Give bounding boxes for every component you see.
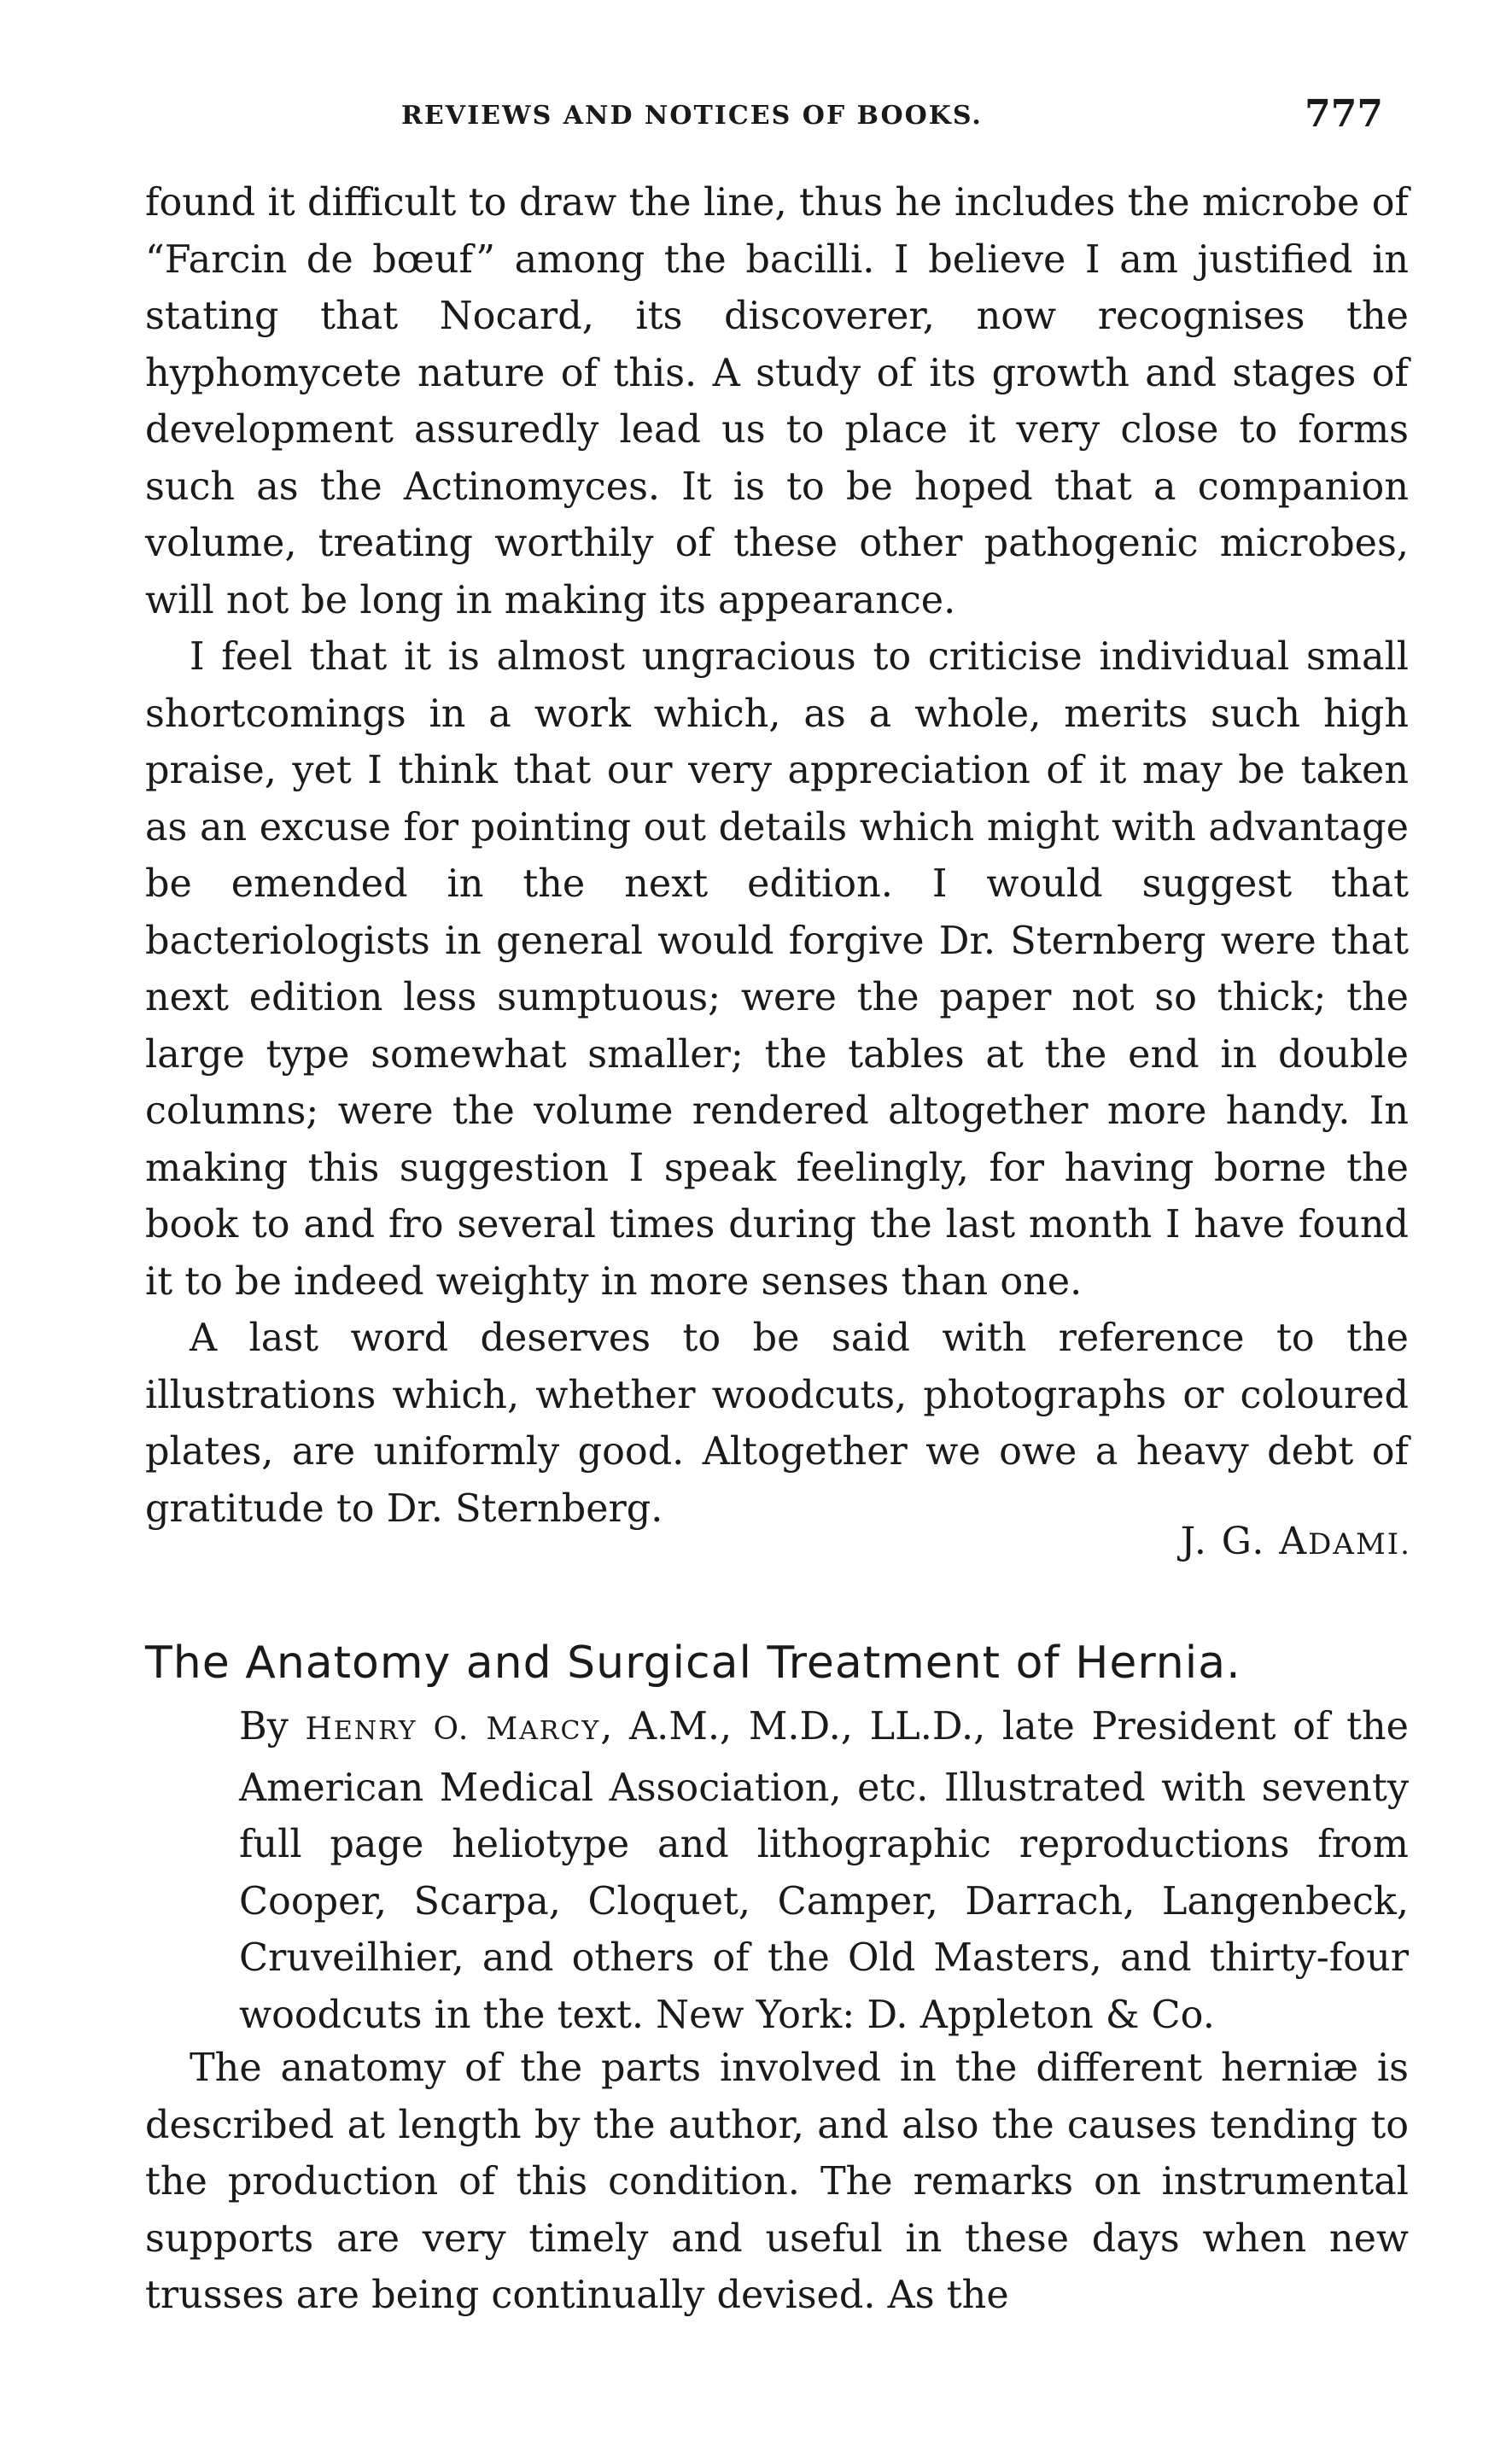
- review-2-paragraph-1: The anatomy of the parts involved in the different herniæ is described at length by the author, and also the causes tending to the production of this condition. The remarks on instrumental supports are very timely and useful in these days when new trusses are being continually devised. As the: [145, 2046, 1409, 2317]
- running-header: [145, 92, 1383, 143]
- author-last-rest: ARCY: [519, 1716, 601, 1746]
- author-first-initial: H: [305, 1712, 334, 1747]
- author-first-rest: ENRY: [333, 1716, 417, 1746]
- page-number: 777: [1305, 92, 1383, 136]
- review-2-body: [145, 2040, 1409, 2325]
- running-title: REVIEWS AND NOTICES OF BOOKS.: [401, 101, 983, 131]
- review-2-book-title: The Anatomy and Surgical Treatment of Hernia.: [145, 1637, 1241, 1689]
- author-name: [306, 1712, 601, 1747]
- author-last-initial: M: [486, 1712, 520, 1747]
- by-word: By: [239, 1705, 289, 1748]
- book-details-rest: , A.M., M.D., LL.D., late President of the American Medical Association, etc. Illustrated with seventy full page heliotype and lithographic reproductions from Cooper, Scarpa, Cloquet, Camper, Darrach, Langenbeck, Cruveilhier, and others of the Old Masters, and thirty-four woodcuts in the text. New York: D. Appleton & Co.: [239, 1705, 1409, 2037]
- author-middle: O.: [433, 1712, 470, 1747]
- review-1-body: [145, 175, 1409, 1538]
- review-1-paragraph-1: found it difficult to draw the line, thus he includes the microbe of “Farcin de bœuf” among the bacilli. I believe I am justified in stating that Nocard, its discoverer, now recognises the hyphomycete nature of this. A study of its growth and stages of development assuredly lead us to place it very close to forms such as the Actinomyces. It is to be hoped that a companion volume, treating worthily of these other pathogenic microbes, will not be long in making its appearance.: [145, 181, 1409, 622]
- signature-initials: J. G. A: [1180, 1520, 1309, 1563]
- review-1-paragraph-2: I feel that it is almost ungracious to criticise individual small shortcomings in a work which, as a whole, merits such high praise, yet I think that our very appreciation of it may be taken as an excuse for pointing out details which might with advantage be emended in the next edition. I would suggest that bacteriologists in general would forgive Dr. Sternberg were that next edition less sumptuous; were the paper not so thick; the large type somewhat smaller; the tables at the end in double columns; were the volume rendered altogether more handy. In making this suggestion I speak feelingly, for having borne the book to and fro several times during the last month I have found it to be indeed weighty in more senses than one.: [145, 635, 1409, 1304]
- review-1-signature: [1181, 1520, 1411, 1563]
- review-1-paragraph-3: A last word deserves to be said with reference to the illustrations which, whether woodcuts, photographs or coloured plates, are uniformly good. Altogether we owe a heavy debt of gratitude to Dr. Sternberg.: [145, 1316, 1409, 1531]
- signature-surname-rest: DAMI.: [1308, 1527, 1411, 1562]
- review-2-book-details: [239, 1699, 1409, 2044]
